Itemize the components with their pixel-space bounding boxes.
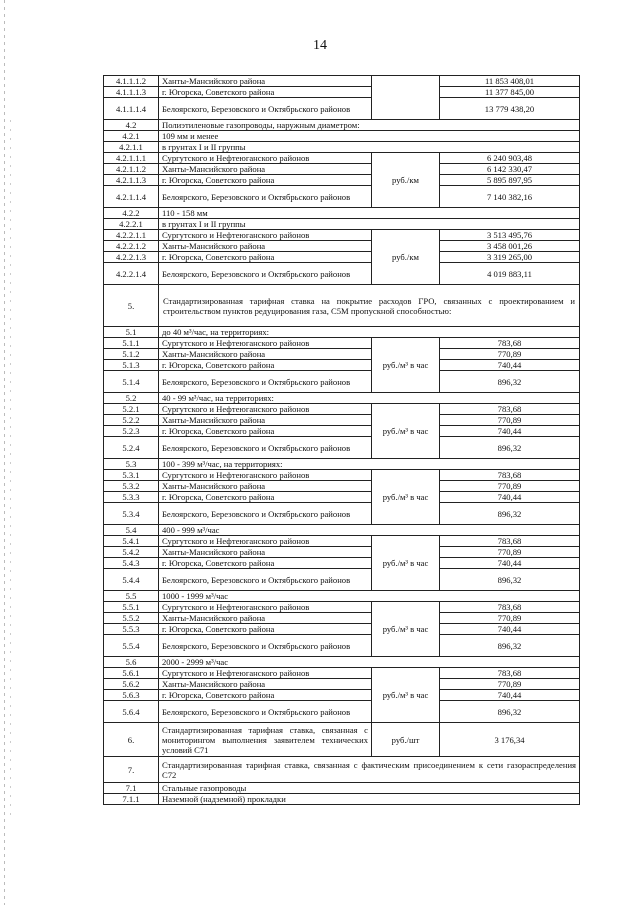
table-row (104, 613, 580, 624)
row-code: 5.3 (104, 459, 159, 470)
row-code: 4.2.2.1.4 (104, 263, 159, 285)
table-row (104, 723, 580, 757)
row-value: 6 240 903,48 (440, 153, 580, 164)
scan-edge-mark (4, 0, 5, 905)
row-code: 5.3.2 (104, 481, 159, 492)
row-name: в грунтах I и II группы (159, 142, 580, 153)
table-row (104, 415, 580, 426)
row-name: Сургутского и Нефтеюганского районов (159, 602, 372, 613)
row-code: 4.1.1.1.4 (104, 98, 159, 120)
row-code: 4.2.1.1.1 (104, 153, 159, 164)
table-row (104, 219, 580, 230)
table-row (104, 349, 580, 360)
row-code: 5.6 (104, 657, 159, 668)
row-code: 5.1.2 (104, 349, 159, 360)
row-name: Ханты-Мансийского района (159, 241, 372, 252)
row-name: Ханты-Мансийского района (159, 547, 372, 558)
table-row (104, 657, 580, 668)
table-row (104, 437, 580, 459)
table-row (104, 404, 580, 415)
row-value: 783,68 (440, 536, 580, 547)
row-code: 5. (104, 285, 159, 327)
row-name: Сургутского и Нефтеюганского районов (159, 470, 372, 481)
table-row (104, 569, 580, 591)
table-row (104, 426, 580, 437)
row-code: 4.1.1.1.2 (104, 76, 159, 87)
table-row (104, 142, 580, 153)
table-row (104, 230, 580, 241)
row-name: г. Югорска, Советского района (159, 252, 372, 263)
row-name: Белоярского, Березовского и Октябрьского районов (159, 437, 372, 459)
row-code: 4.2.2 (104, 208, 159, 219)
row-unit: руб./км (372, 153, 440, 208)
row-value: 896,32 (440, 503, 580, 525)
row-name: г. Югорска, Советского района (159, 360, 372, 371)
row-code: 5.5.4 (104, 635, 159, 657)
row-code: 5.4 (104, 525, 159, 536)
table-row (104, 338, 580, 349)
row-code: 5.2.2 (104, 415, 159, 426)
table-row (104, 164, 580, 175)
row-code: 5.4.3 (104, 558, 159, 569)
row-unit: руб./м³ в час (372, 536, 440, 591)
row-name: Белоярского, Березовского и Октябрьского районов (159, 503, 372, 525)
row-value: 11 377 845,00 (440, 87, 580, 98)
row-code: 5.3.1 (104, 470, 159, 481)
table-row (104, 393, 580, 404)
row-name: г. Югорска, Советского района (159, 690, 372, 701)
row-unit: руб./м³ в час (372, 404, 440, 459)
row-name: до 40 м³/час, на территориях: (159, 327, 580, 338)
row-value: 896,32 (440, 437, 580, 459)
table-row (104, 371, 580, 393)
row-code: 4.2.1 (104, 131, 159, 142)
row-value: 5 895 897,95 (440, 175, 580, 186)
row-code: 4.1.1.1.3 (104, 87, 159, 98)
row-value: 896,32 (440, 569, 580, 591)
row-name: Ханты-Мансийского района (159, 415, 372, 426)
row-value: 3 176,34 (440, 723, 580, 757)
row-value: 11 853 408,01 (440, 76, 580, 87)
row-code: 5.1 (104, 327, 159, 338)
row-name: г. Югорска, Советского района (159, 558, 372, 569)
table-row (104, 186, 580, 208)
row-unit-empty (372, 76, 440, 120)
table-row (104, 76, 580, 87)
table-row (104, 327, 580, 338)
row-name: Белоярского, Березовского и Октябрьского районов (159, 186, 372, 208)
scan-edge-mark-2 (10, 120, 11, 820)
table-row (104, 679, 580, 690)
row-name: Ханты-Мансийского района (159, 679, 372, 690)
table-row (104, 252, 580, 263)
row-code: 4.2.2.1 (104, 219, 159, 230)
row-name: Белоярского, Березовского и Октябрьского районов (159, 371, 372, 393)
row-name: Белоярского, Березовского и Октябрьского районов (159, 635, 372, 657)
row-code: 5.6.4 (104, 701, 159, 723)
table-row (104, 481, 580, 492)
row-name: 109 мм и менее (159, 131, 580, 142)
row-value: 783,68 (440, 404, 580, 415)
row-unit: руб./м³ в час (372, 470, 440, 525)
row-name: Сургутского и Нефтеюганского районов (159, 536, 372, 547)
table-row (104, 470, 580, 481)
table-row (104, 175, 580, 186)
row-code: 5.4.2 (104, 547, 159, 558)
page-number: 14 (313, 38, 327, 53)
table-row (104, 503, 580, 525)
row-name: Белоярского, Березовского и Октябрьского районов (159, 569, 372, 591)
tariff-table (103, 75, 580, 805)
row-value: 740,44 (440, 426, 580, 437)
row-name: Наземной (надземной) прокладки (159, 794, 580, 805)
row-value: 896,32 (440, 701, 580, 723)
row-name: Ханты-Мансийского района (159, 76, 372, 87)
row-name: Белоярского, Березовского и Октябрьского районов (159, 701, 372, 723)
table-row (104, 783, 580, 794)
row-name: Стандартизированная тарифная ставка, связанная с фактическим присоединением к сети газораспределения C72 (159, 757, 580, 783)
row-value: 896,32 (440, 635, 580, 657)
row-value: 4 019 883,11 (440, 263, 580, 285)
row-name: Ханты-Мансийского района (159, 164, 372, 175)
row-name: г. Югорска, Советского района (159, 87, 372, 98)
row-code: 5.3.3 (104, 492, 159, 503)
row-value: 896,32 (440, 371, 580, 393)
row-name: 2000 - 2999 м³/час (159, 657, 580, 668)
row-name: 100 - 399 м³/час, на территориях: (159, 459, 580, 470)
row-name: Сургутского и Нефтеюганского районов (159, 404, 372, 415)
row-name: Белоярского, Березовского и Октябрьского районов (159, 263, 372, 285)
row-code: 4.2.2.1.2 (104, 241, 159, 252)
table-row (104, 547, 580, 558)
row-name: 1000 - 1999 м³/час (159, 591, 580, 602)
table-row (104, 602, 580, 613)
row-value: 740,44 (440, 558, 580, 569)
row-value: 770,89 (440, 415, 580, 426)
table-row (104, 701, 580, 723)
table-row (104, 153, 580, 164)
row-name: Стандартизированная тарифная ставка, связанная с мониторингом выполнения заявителем технических условий C71 (159, 723, 372, 757)
row-name: Белоярского, Березовского и Октябрьского районов (159, 98, 372, 120)
table-row (104, 690, 580, 701)
table-row (104, 87, 580, 98)
row-code: 4.2 (104, 120, 159, 131)
row-name: Сургутского и Нефтеюганского районов (159, 230, 372, 241)
row-code: 5.1.3 (104, 360, 159, 371)
row-code: 5.4.1 (104, 536, 159, 547)
row-value: 3 319 265,00 (440, 252, 580, 263)
row-code: 5.6.3 (104, 690, 159, 701)
table-row (104, 98, 580, 120)
row-value: 770,89 (440, 679, 580, 690)
row-code: 5.2.4 (104, 437, 159, 459)
row-code: 4.2.1.1 (104, 142, 159, 153)
row-value: 740,44 (440, 690, 580, 701)
row-code: 5.4.4 (104, 569, 159, 591)
row-unit: руб./м³ в час (372, 338, 440, 393)
row-code: 7.1 (104, 783, 159, 794)
row-name: Стальные газопроводы (159, 783, 580, 794)
table-row (104, 492, 580, 503)
table-row (104, 591, 580, 602)
table-row (104, 624, 580, 635)
row-code: 5.1.1 (104, 338, 159, 349)
row-name: Ханты-Мансийского района (159, 613, 372, 624)
row-unit: руб./м³ в час (372, 668, 440, 723)
row-name: г. Югорска, Советского района (159, 624, 372, 635)
row-name: г. Югорска, Советского района (159, 175, 372, 186)
row-value: 770,89 (440, 613, 580, 624)
table-row (104, 558, 580, 569)
row-code: 4.2.2.1.1 (104, 230, 159, 241)
row-name: Ханты-Мансийского района (159, 349, 372, 360)
row-code: 5.3.4 (104, 503, 159, 525)
row-code: 5.5.1 (104, 602, 159, 613)
table-row (104, 525, 580, 536)
row-name: 400 - 999 м³/час (159, 525, 580, 536)
row-code: 5.6.2 (104, 679, 159, 690)
row-code: 4.2.1.1.2 (104, 164, 159, 175)
row-code: 5.5.2 (104, 613, 159, 624)
row-code: 4.2.1.1.4 (104, 186, 159, 208)
table-row (104, 120, 580, 131)
table-row (104, 459, 580, 470)
row-value: 13 779 438,20 (440, 98, 580, 120)
row-code: 7. (104, 757, 159, 783)
row-name: в грунтах I и II группы (159, 219, 580, 230)
row-value: 783,68 (440, 602, 580, 613)
row-unit: руб./шт (372, 723, 440, 757)
row-name: г. Югорска, Советского района (159, 426, 372, 437)
table-row (104, 668, 580, 679)
row-value: 770,89 (440, 349, 580, 360)
row-value: 740,44 (440, 360, 580, 371)
row-code: 5.2.3 (104, 426, 159, 437)
table-row (104, 635, 580, 657)
row-code: 4.2.1.1.3 (104, 175, 159, 186)
table-row (104, 263, 580, 285)
row-name: 40 - 99 м³/час, на территориях: (159, 393, 580, 404)
row-name: Сургутского и Нефтеюганского районов (159, 338, 372, 349)
row-name: Стандартизированная тарифная ставка на покрытие расходов ГРО, связанных с проектированием и строительством пунктов редуцирования газа, C5M пропускной способностью: (159, 285, 580, 327)
table-row (104, 285, 580, 327)
table-row (104, 241, 580, 252)
row-name: Сургутского и Нефтеюганского районов (159, 668, 372, 679)
row-value: 740,44 (440, 624, 580, 635)
row-value: 3 458 001,26 (440, 241, 580, 252)
row-value: 783,68 (440, 668, 580, 679)
row-name: Полиэтиленовые газопроводы, наружным диаметром: (159, 120, 580, 131)
row-value: 770,89 (440, 481, 580, 492)
row-value: 770,89 (440, 547, 580, 558)
row-unit: руб./км (372, 230, 440, 285)
table-row (104, 757, 580, 783)
row-name: Ханты-Мансийского района (159, 481, 372, 492)
table-row (104, 208, 580, 219)
table-row (104, 536, 580, 547)
table-row (104, 794, 580, 805)
row-code: 5.2 (104, 393, 159, 404)
row-value: 783,68 (440, 470, 580, 481)
row-code: 6. (104, 723, 159, 757)
row-code: 5.5.3 (104, 624, 159, 635)
row-code: 4.2.2.1.3 (104, 252, 159, 263)
row-code: 5.6.1 (104, 668, 159, 679)
row-value: 740,44 (440, 492, 580, 503)
table-row (104, 360, 580, 371)
row-name: г. Югорска, Советского района (159, 492, 372, 503)
row-name: Сургутского и Нефтеюганского районов (159, 153, 372, 164)
row-value: 3 513 495,76 (440, 230, 580, 241)
row-value: 783,68 (440, 338, 580, 349)
row-code: 7.1.1 (104, 794, 159, 805)
row-code: 5.2.1 (104, 404, 159, 415)
row-unit: руб./м³ в час (372, 602, 440, 657)
row-value: 7 140 382,16 (440, 186, 580, 208)
row-name: 110 - 158 мм (159, 208, 580, 219)
row-code: 5.5 (104, 591, 159, 602)
row-value: 6 142 330,47 (440, 164, 580, 175)
table-row (104, 131, 580, 142)
row-code: 5.1.4 (104, 371, 159, 393)
